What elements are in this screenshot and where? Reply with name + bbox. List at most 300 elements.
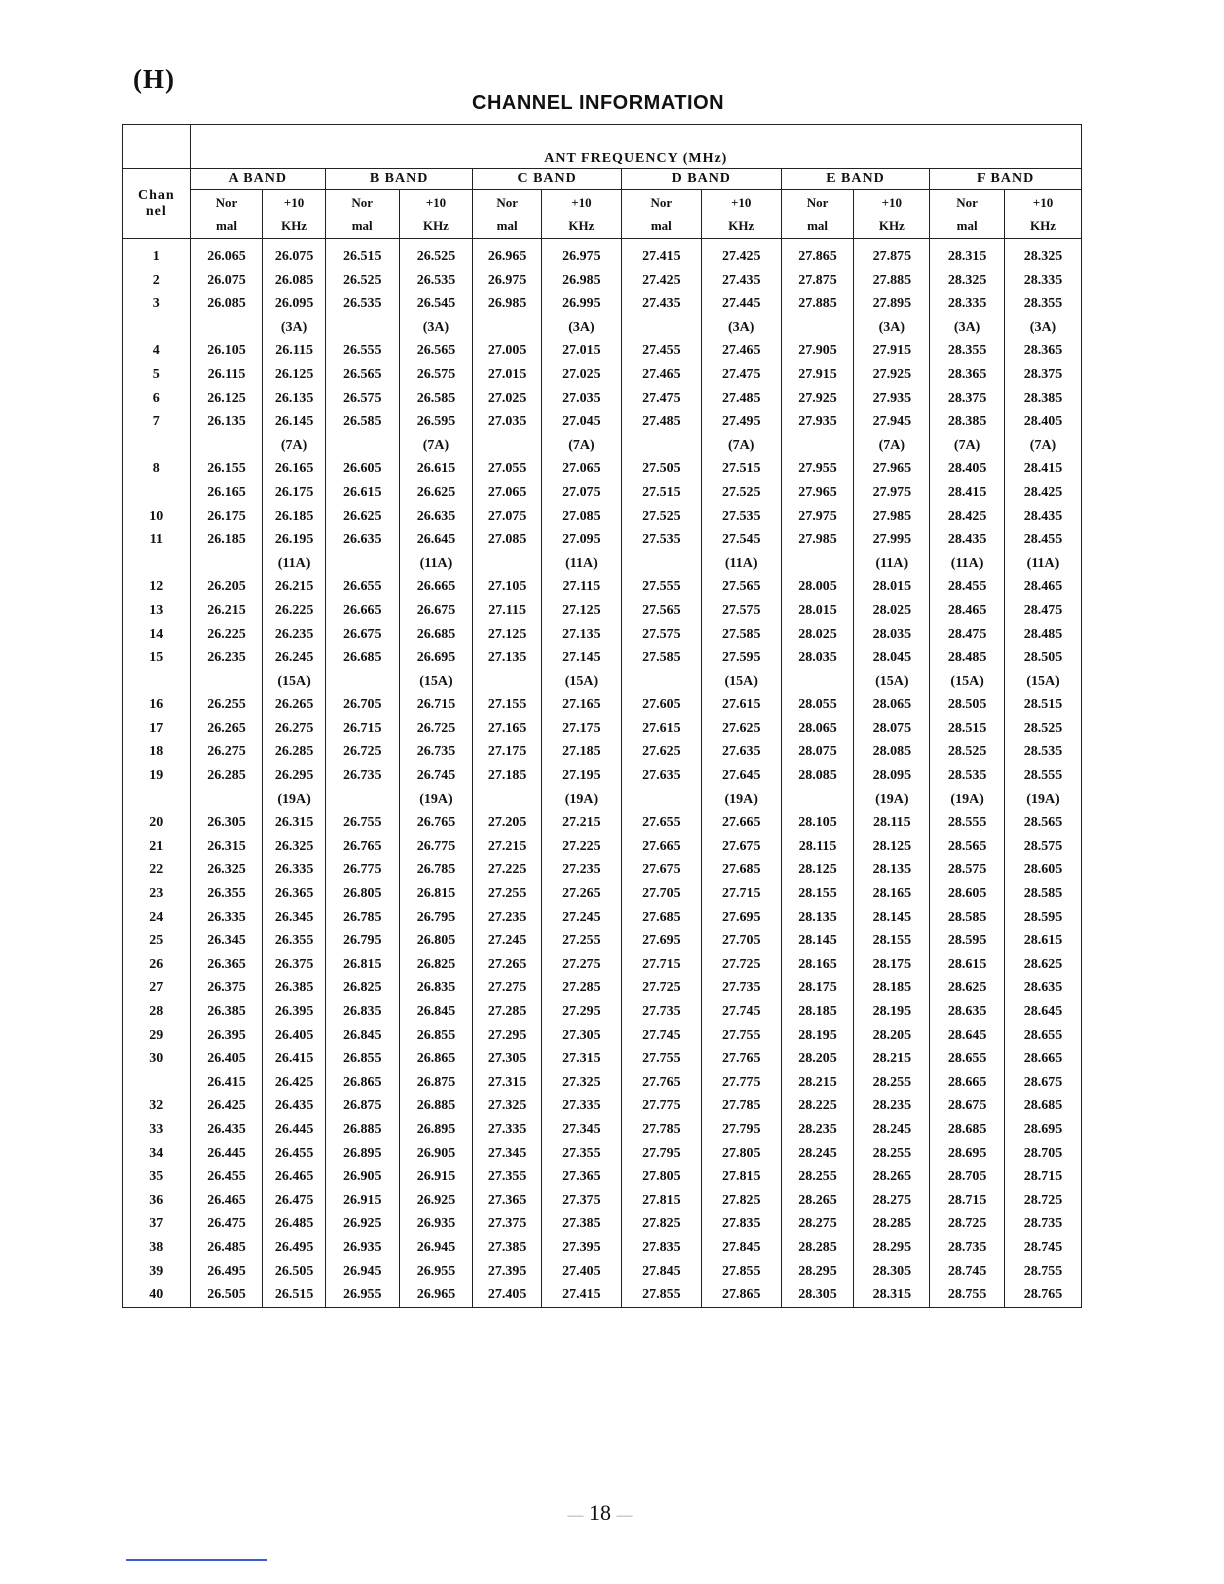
frequency-cell: 26.665	[325, 599, 399, 623]
channel-header-line2: nel	[145, 203, 167, 219]
sub-header-line2: mal	[807, 218, 829, 233]
frequency-cell: 26.685	[325, 646, 399, 670]
frequency-cell: 26.605	[325, 457, 399, 481]
frequency-cell: 26.385	[190, 1000, 263, 1024]
frequency-cell: 28.635	[1005, 976, 1082, 1000]
frequency-cell: 26.805	[325, 882, 399, 906]
frequency-cell: 27.065	[541, 457, 621, 481]
frequency-cell: 27.525	[701, 481, 781, 505]
frequency-cell: 27.915	[781, 363, 854, 387]
alt-channel-note: (3A)	[930, 316, 1005, 340]
alt-channel-note: (7A)	[541, 434, 621, 458]
table-row	[123, 1212, 1082, 1236]
frequency-cell: 26.885	[399, 1094, 473, 1118]
frequency-cell: 28.195	[854, 1000, 930, 1024]
frequency-cell: 28.075	[781, 740, 854, 764]
frequency-cell: 28.435	[930, 528, 1005, 552]
band-header: D BAND	[621, 169, 781, 190]
table-row	[123, 1142, 1082, 1166]
frequency-cell: 27.145	[541, 646, 621, 670]
plus10khz-column-header	[701, 190, 781, 239]
frequency-cell: 26.345	[263, 906, 325, 930]
frequency-cell: 26.915	[399, 1165, 473, 1189]
frequency-cell: 27.925	[781, 387, 854, 411]
frequency-cell: 27.165	[541, 693, 621, 717]
alt-channel-note: (3A)	[399, 316, 473, 340]
frequency-cell: 28.185	[781, 1000, 854, 1024]
alt-channel-note: (19A)	[930, 788, 1005, 812]
frequency-cell: 28.745	[930, 1260, 1005, 1284]
frequency-cell: 27.275	[473, 976, 542, 1000]
frequency-cell: 26.615	[325, 481, 399, 505]
alt-channel-note	[473, 670, 542, 694]
frequency-cell: 26.095	[263, 292, 325, 316]
frequency-cell: 26.335	[190, 906, 263, 930]
channel-number: 29	[123, 1024, 191, 1048]
channel-number: 33	[123, 1118, 191, 1142]
alt-channel-note	[621, 316, 701, 340]
frequency-cell: 27.025	[473, 387, 542, 411]
frequency-cell: 27.455	[621, 339, 701, 363]
frequency-cell: 27.715	[621, 953, 701, 977]
frequency-cell: 28.145	[854, 906, 930, 930]
page-number-value: 18	[589, 1500, 611, 1525]
sub-header-line1: +10	[881, 195, 903, 210]
frequency-cell: 28.195	[781, 1024, 854, 1048]
frequency-cell: 26.795	[325, 929, 399, 953]
frequency-cell: 27.725	[701, 953, 781, 977]
frequency-cell: 27.275	[541, 953, 621, 977]
sub-header-line1: +10	[1032, 195, 1054, 210]
frequency-cell: 26.405	[263, 1024, 325, 1048]
frequency-cell: 26.715	[325, 717, 399, 741]
frequency-cell: 27.065	[473, 481, 542, 505]
frequency-cell: 27.855	[621, 1283, 701, 1307]
frequency-cell: 27.285	[473, 1000, 542, 1024]
frequency-cell: 26.085	[190, 292, 263, 316]
frequency-cell: 26.485	[190, 1236, 263, 1260]
frequency-cell: 27.785	[621, 1118, 701, 1142]
frequency-cell: 26.235	[263, 623, 325, 647]
frequency-cell: 26.345	[190, 929, 263, 953]
frequency-cell: 28.185	[854, 976, 930, 1000]
frequency-cell: 26.835	[399, 976, 473, 1000]
alt-channel-note	[190, 670, 263, 694]
alt-channel-note	[325, 788, 399, 812]
frequency-cell: 26.945	[399, 1236, 473, 1260]
frequency-cell: 27.795	[621, 1142, 701, 1166]
normal-column-header	[325, 190, 399, 239]
alt-channel-note: (3A)	[541, 316, 621, 340]
plus10khz-column-header	[854, 190, 930, 239]
frequency-cell: 26.185	[263, 505, 325, 529]
alt-channel-note: (3A)	[701, 316, 781, 340]
frequency-cell: 26.335	[263, 858, 325, 882]
frequency-cell: 28.725	[1005, 1189, 1082, 1213]
band-header: B BAND	[325, 169, 473, 190]
sub-header-line1: Nor	[956, 195, 978, 210]
frequency-cell: 27.655	[621, 811, 701, 835]
frequency-cell: 26.085	[263, 269, 325, 293]
frequency-cell: 27.175	[541, 717, 621, 741]
frequency-cell: 28.385	[1005, 387, 1082, 411]
channel-number: 23	[123, 882, 191, 906]
decorative-blue-line	[126, 1559, 267, 1561]
frequency-cell: 27.745	[621, 1024, 701, 1048]
table-row	[123, 623, 1082, 647]
frequency-cell: 27.005	[473, 339, 542, 363]
frequency-cell: 28.045	[854, 646, 930, 670]
alt-channel-note: (15A)	[399, 670, 473, 694]
frequency-cell: 27.645	[701, 764, 781, 788]
sub-header-line2: mal	[496, 218, 518, 233]
frequency-cell: 27.795	[701, 1118, 781, 1142]
frequency-cell: 28.215	[781, 1071, 854, 1095]
channel-number: 17	[123, 717, 191, 741]
alt-channel-note: (19A)	[263, 788, 325, 812]
frequency-cell: 26.195	[263, 528, 325, 552]
corner-cell	[123, 125, 191, 169]
frequency-cell: 28.575	[1005, 835, 1082, 859]
frequency-cell: 26.855	[325, 1047, 399, 1071]
alt-channel-note: (7A)	[263, 434, 325, 458]
frequency-cell: 27.595	[701, 646, 781, 670]
frequency-cell: 27.835	[621, 1236, 701, 1260]
frequency-cell: 27.015	[541, 339, 621, 363]
frequency-cell: 26.785	[325, 906, 399, 930]
frequency-cell: 27.825	[621, 1212, 701, 1236]
frequency-cell: 28.685	[930, 1118, 1005, 1142]
alt-channel-note	[473, 552, 542, 576]
frequency-cell: 27.015	[473, 363, 542, 387]
channel-number: 32	[123, 1094, 191, 1118]
frequency-cell: 27.585	[621, 646, 701, 670]
frequency-cell: 28.245	[854, 1118, 930, 1142]
frequency-cell: 28.735	[1005, 1212, 1082, 1236]
frequency-cell: 28.235	[854, 1094, 930, 1118]
frequency-cell: 28.675	[1005, 1071, 1082, 1095]
frequency-cell: 27.855	[701, 1260, 781, 1284]
frequency-cell: 28.275	[854, 1189, 930, 1213]
frequency-cell: 27.805	[621, 1165, 701, 1189]
frequency-cell: 27.985	[854, 505, 930, 529]
frequency-cell: 26.715	[399, 693, 473, 717]
frequency-cell: 26.475	[263, 1189, 325, 1213]
frequency-cell: 27.945	[854, 410, 930, 434]
channel-number	[123, 316, 191, 340]
frequency-cell: 26.395	[190, 1024, 263, 1048]
frequency-cell: 26.955	[325, 1283, 399, 1307]
frequency-cell: 27.615	[621, 717, 701, 741]
frequency-cell: 26.935	[325, 1236, 399, 1260]
table-row	[123, 835, 1082, 859]
table-row	[123, 646, 1082, 670]
frequency-cell: 27.625	[621, 740, 701, 764]
frequency-cell: 27.385	[541, 1212, 621, 1236]
frequency-cell: 28.565	[930, 835, 1005, 859]
frequency-cell: 27.905	[781, 339, 854, 363]
frequency-cell: 27.865	[701, 1283, 781, 1307]
frequency-cell: 28.585	[1005, 882, 1082, 906]
table-row	[123, 953, 1082, 977]
frequency-cell: 27.195	[541, 764, 621, 788]
frequency-cell: 27.305	[473, 1047, 542, 1071]
frequency-cell: 26.865	[399, 1047, 473, 1071]
frequency-cell: 27.705	[621, 882, 701, 906]
alt-channel-note: (7A)	[399, 434, 473, 458]
frequency-cell: 28.405	[930, 457, 1005, 481]
frequency-cell: 26.145	[263, 410, 325, 434]
frequency-cell: 27.115	[541, 575, 621, 599]
sub-header-line2: mal	[216, 218, 237, 233]
frequency-cell: 27.605	[621, 693, 701, 717]
table-body	[123, 239, 1082, 1308]
frequency-cell: 26.135	[263, 387, 325, 411]
alt-channel-note: (19A)	[854, 788, 930, 812]
frequency-cell: 28.385	[930, 410, 1005, 434]
frequency-cell: 28.115	[854, 811, 930, 835]
channel-number: 8	[123, 457, 191, 481]
frequency-cell: 27.585	[701, 623, 781, 647]
channel-number: 5	[123, 363, 191, 387]
frequency-cell: 28.155	[781, 882, 854, 906]
frequency-cell: 26.465	[263, 1165, 325, 1189]
channel-number: 39	[123, 1260, 191, 1284]
alt-channel-note: (7A)	[1005, 434, 1082, 458]
alt-channel-note: (11A)	[541, 552, 621, 576]
frequency-cell: 26.825	[399, 953, 473, 977]
frequency-cell: 28.265	[781, 1189, 854, 1213]
frequency-cell: 26.635	[399, 505, 473, 529]
frequency-cell: 28.205	[781, 1047, 854, 1071]
frequency-cell: 27.055	[473, 457, 542, 481]
alt-channel-note	[473, 434, 542, 458]
table-row	[123, 239, 1082, 269]
frequency-cell: 27.295	[541, 1000, 621, 1024]
frequency-cell: 26.175	[190, 505, 263, 529]
frequency-cell: 27.525	[621, 505, 701, 529]
frequency-cell: 28.485	[930, 646, 1005, 670]
frequency-cell: 28.665	[1005, 1047, 1082, 1071]
band-header: E BAND	[781, 169, 930, 190]
frequency-cell: 27.465	[621, 363, 701, 387]
frequency-cell: 27.035	[473, 410, 542, 434]
frequency-cell: 28.255	[781, 1165, 854, 1189]
frequency-cell: 26.905	[399, 1142, 473, 1166]
frequency-cell: 27.555	[621, 575, 701, 599]
frequency-cell: 26.075	[263, 239, 325, 269]
frequency-cell: 28.115	[781, 835, 854, 859]
channel-number	[123, 788, 191, 812]
frequency-cell: 27.345	[473, 1142, 542, 1166]
frequency-cell: 28.095	[854, 764, 930, 788]
alt-channel-note: (11A)	[701, 552, 781, 576]
frequency-cell: 26.285	[263, 740, 325, 764]
frequency-cell: 28.315	[854, 1283, 930, 1307]
normal-column-header	[473, 190, 542, 239]
frequency-cell: 26.905	[325, 1165, 399, 1189]
frequency-cell: 28.035	[854, 623, 930, 647]
alt-channel-note	[621, 552, 701, 576]
note-row	[123, 434, 1082, 458]
frequency-cell: 26.125	[190, 387, 263, 411]
frequency-cell: 28.595	[1005, 906, 1082, 930]
channel-number	[123, 434, 191, 458]
channel-number	[123, 670, 191, 694]
table-row	[123, 693, 1082, 717]
band-header: C BAND	[473, 169, 622, 190]
normal-column-header	[930, 190, 1005, 239]
frequency-cell: 26.115	[263, 339, 325, 363]
frequency-cell: 27.985	[781, 528, 854, 552]
frequency-cell: 28.205	[854, 1024, 930, 1048]
frequency-cell: 28.475	[930, 623, 1005, 647]
frequency-cell: 26.675	[325, 623, 399, 647]
frequency-cell: 28.475	[1005, 599, 1082, 623]
frequency-cell: 27.615	[701, 693, 781, 717]
plus10khz-column-header	[1005, 190, 1082, 239]
frequency-cell: 26.155	[190, 457, 263, 481]
frequency-cell: 28.725	[930, 1212, 1005, 1236]
frequency-cell: 27.475	[621, 387, 701, 411]
frequency-cell: 26.215	[190, 599, 263, 623]
frequency-cell: 26.445	[263, 1118, 325, 1142]
frequency-cell: 26.565	[399, 339, 473, 363]
frequency-cell: 28.455	[930, 575, 1005, 599]
alt-channel-note: (15A)	[701, 670, 781, 694]
frequency-cell: 27.085	[541, 505, 621, 529]
table-row	[123, 1000, 1082, 1024]
frequency-cell: 26.425	[263, 1071, 325, 1095]
alt-channel-note: (15A)	[1005, 670, 1082, 694]
alt-channel-note	[781, 434, 854, 458]
channel-number: 30	[123, 1047, 191, 1071]
note-row	[123, 788, 1082, 812]
frequency-cell: 27.765	[621, 1071, 701, 1095]
frequency-cell: 27.505	[621, 457, 701, 481]
frequency-cell: 26.855	[399, 1024, 473, 1048]
frequency-cell: 27.665	[701, 811, 781, 835]
frequency-cell: 28.235	[781, 1118, 854, 1142]
frequency-cell: 26.975	[473, 269, 542, 293]
channel-number: 24	[123, 906, 191, 930]
frequency-cell: 26.535	[325, 292, 399, 316]
frequency-cell: 28.365	[930, 363, 1005, 387]
frequency-cell: 26.255	[190, 693, 263, 717]
frequency-cell: 27.935	[781, 410, 854, 434]
frequency-cell: 26.945	[325, 1260, 399, 1284]
alt-channel-note	[781, 788, 854, 812]
frequency-cell: 27.695	[621, 929, 701, 953]
frequency-cell: 27.955	[781, 457, 854, 481]
channel-number: 2	[123, 269, 191, 293]
frequency-cell: 26.665	[399, 575, 473, 599]
channel-number: 21	[123, 835, 191, 859]
channel-number: 26	[123, 953, 191, 977]
frequency-cell: 27.685	[701, 858, 781, 882]
frequency-cell: 26.965	[473, 239, 542, 269]
frequency-cell: 27.765	[701, 1047, 781, 1071]
frequency-cell: 27.245	[541, 906, 621, 930]
frequency-cell: 26.975	[541, 239, 621, 269]
frequency-cell: 27.285	[541, 976, 621, 1000]
sub-header-line1: Nor	[806, 195, 829, 210]
frequency-cell: 27.735	[701, 976, 781, 1000]
frequency-cell: 26.495	[190, 1260, 263, 1284]
frequency-cell: 26.655	[325, 575, 399, 599]
frequency-cell: 26.925	[325, 1212, 399, 1236]
frequency-cell: 28.335	[930, 292, 1005, 316]
frequency-cell: 26.525	[325, 269, 399, 293]
frequency-cell: 26.575	[325, 387, 399, 411]
alt-channel-note	[190, 552, 263, 576]
frequency-cell: 27.235	[473, 906, 542, 930]
page-number-dash-right: —	[616, 1507, 633, 1524]
alt-channel-note: (19A)	[541, 788, 621, 812]
sub-header-line2: mal	[650, 218, 672, 233]
channel-number: 37	[123, 1212, 191, 1236]
table-row	[123, 1283, 1082, 1307]
table-row	[123, 1236, 1082, 1260]
frequency-cell: 28.015	[854, 575, 930, 599]
alt-channel-note: (11A)	[263, 552, 325, 576]
frequency-cell: 26.185	[190, 528, 263, 552]
frequency-cell: 27.245	[473, 929, 542, 953]
frequency-cell: 27.215	[541, 811, 621, 835]
frequency-cell: 27.185	[473, 764, 542, 788]
band-header-row	[123, 169, 1082, 190]
frequency-cell: 26.515	[325, 239, 399, 269]
sub-header-row	[123, 190, 1082, 239]
channel-number: 36	[123, 1189, 191, 1213]
frequency-cell: 27.365	[541, 1165, 621, 1189]
plus10khz-column-header	[399, 190, 473, 239]
frequency-cell: 27.785	[701, 1094, 781, 1118]
frequency-cell: 28.505	[930, 693, 1005, 717]
frequency-cell: 26.445	[190, 1142, 263, 1166]
frequency-cell: 27.255	[541, 929, 621, 953]
table-row	[123, 269, 1082, 293]
alt-channel-note: (11A)	[399, 552, 473, 576]
frequency-cell: 28.355	[1005, 292, 1082, 316]
table-row	[123, 528, 1082, 552]
frequency-cell: 27.895	[854, 292, 930, 316]
frequency-cell: 27.385	[473, 1236, 542, 1260]
frequency-cell: 26.215	[263, 575, 325, 599]
frequency-cell: 28.005	[781, 575, 854, 599]
frequency-cell: 26.765	[399, 811, 473, 835]
channel-number: 35	[123, 1165, 191, 1189]
alt-channel-note	[781, 670, 854, 694]
frequency-cell: 27.935	[854, 387, 930, 411]
frequency-cell: 26.825	[325, 976, 399, 1000]
sub-header-line2: mal	[351, 218, 373, 233]
frequency-cell: 28.755	[1005, 1260, 1082, 1284]
frequency-cell: 26.635	[325, 528, 399, 552]
frequency-cell: 28.285	[854, 1212, 930, 1236]
frequency-cell: 27.165	[473, 717, 542, 741]
frequency-cell: 27.815	[621, 1189, 701, 1213]
frequency-cell: 26.725	[325, 740, 399, 764]
frequency-cell: 26.295	[263, 764, 325, 788]
frequency-cell: 26.925	[399, 1189, 473, 1213]
frequency-cell: 26.865	[325, 1071, 399, 1095]
frequency-cell: 26.705	[325, 693, 399, 717]
alt-channel-note	[473, 316, 542, 340]
frequency-cell: 26.415	[263, 1047, 325, 1071]
frequency-cell: 28.255	[854, 1071, 930, 1095]
band-header: F BAND	[930, 169, 1082, 190]
